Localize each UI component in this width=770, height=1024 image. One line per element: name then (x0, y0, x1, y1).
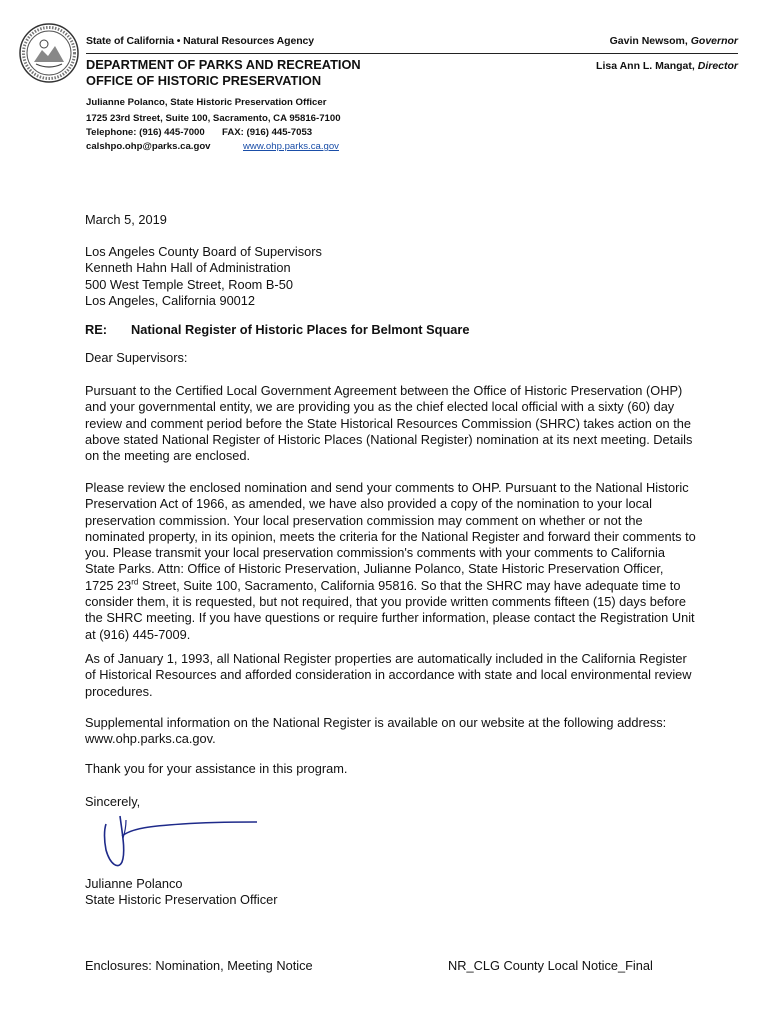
fax: FAX: (916) 445-7053 (222, 127, 313, 138)
paragraph-5: Thank you for your assistance in this program. (85, 761, 348, 776)
paragraph-4 (85, 715, 725, 748)
signer-name: Julianne Polanco (85, 876, 183, 891)
salutation: Dear Supervisors: (85, 350, 188, 365)
address-line: Los Angeles, California 90012 (85, 292, 256, 308)
paragraph-line: above stated National Register of Historic Places (National Register) nomination at its next meeting. Details (85, 431, 693, 447)
paragraph-1 (85, 383, 725, 464)
paragraph-2 (85, 480, 725, 643)
office-name: OFFICE OF HISTORIC PRESERVATION (86, 73, 322, 88)
enclosures: Enclosures: Nomination, Meeting Notice (85, 958, 313, 973)
subject-line: National Register of Historic Places for Belmont Square (131, 322, 470, 337)
paragraph-line (85, 578, 725, 594)
paragraph-line: Please review the enclosed nomination and send your comments to OHP. Pursuant to the National Historic (85, 480, 689, 495)
signature (92, 812, 267, 872)
signature-block (85, 876, 725, 909)
street-number: 1725 23 (85, 577, 132, 593)
director-name: Lisa Ann L. Mangat, (596, 60, 695, 72)
address-line: 500 West Temple Street, Room B-50 (85, 276, 293, 292)
state-seal-icon (18, 22, 80, 84)
paragraph-line: preservation commission. Your local preservation commission may comment on whether or not the (85, 512, 643, 528)
paragraph-3 (85, 651, 725, 700)
governor-name: Gavin Newsom, (609, 35, 688, 47)
address-line: Los Angeles County Board of Supervisors (85, 244, 322, 259)
closing: Sincerely, (85, 794, 141, 809)
paragraph-line: at (916) 445-7009. (85, 626, 191, 642)
address-line: Kenneth Hahn Hall of Administration (85, 260, 291, 276)
paragraph-line: you. Please transmit your local preservation commission's comments with your comments to California (85, 545, 665, 561)
department-name: DEPARTMENT OF PARKS AND RECREATION (86, 57, 361, 72)
header-rule (86, 53, 738, 54)
letter-date: March 5, 2019 (85, 212, 167, 227)
street-rest: Street, Suite 100, Sacramento, California 95816. So that the SHRC may have adequate time to (138, 577, 681, 593)
telephone: Telephone: (916) 445-7000 (86, 127, 205, 138)
governor (610, 35, 738, 47)
director (596, 60, 738, 72)
website-link[interactable]: www.ohp.parks.ca.gov (243, 141, 339, 152)
paragraph-line: Supplemental information on the National Register is available on our website at the following address: (85, 715, 667, 730)
paragraph-line: of Historical Resources and afforded consideration in accordance with state and local environmental review (85, 667, 692, 683)
ordinal-suffix: rd (131, 577, 139, 587)
paragraph-line: procedures. (85, 683, 153, 699)
director-title: Director (697, 60, 738, 72)
paragraph-line: consider them, it is requested, but not required, that you provide written comments fifteen (15) days before (85, 594, 687, 610)
agency-name: State of California • Natural Resources Agency (86, 35, 315, 47)
email-link[interactable]: calshpo.ohp@parks.ca.gov (86, 141, 211, 152)
paragraph-line: and your governmental entity, we are providing you as the chief elected local official with a sixty (60) day (85, 399, 675, 415)
paragraph-line: State Parks. Attn: Office of Historic Preservation, Julianne Polanco, State Historic Preservation Officer, (85, 561, 664, 577)
paragraph-line: the SHRC meeting. If you have questions or require further information, please contact the Registration Unit (85, 610, 695, 626)
paragraph-line: review and comment period before the State Historical Resources Commission (SHRC) takes action on the (85, 415, 691, 431)
recipient-address (85, 244, 725, 309)
signer-title: State Historic Preservation Officer (85, 892, 278, 908)
street-address: 1725 23rd Street, Suite 100, Sacramento, CA 95816-7100 (86, 113, 341, 124)
paragraph-line: Pursuant to the Certified Local Government Agreement between the Office of Historic Preservation (OHP) (85, 383, 683, 398)
governor-title: Governor (690, 35, 738, 47)
document-file-name: NR_CLG County Local Notice_Final (448, 958, 653, 973)
paragraph-line: www.ohp.parks.ca.gov. (85, 731, 216, 747)
paragraph-line: on the meeting are enclosed. (85, 448, 251, 464)
paragraph-line: As of January 1, 1993, all National Register properties are automatically included in the California Register (85, 651, 687, 666)
officer-line: Julianne Polanco, State Historic Preservation Officer (86, 97, 327, 108)
paragraph-line: nominated property, in its opinion, meets the criteria for the National Register and forward their comments to (85, 528, 696, 544)
paragraph-line: Preservation Act of 1966, as amended, we have also provided a copy of the nomination to your local (85, 496, 652, 512)
re-label: RE: (85, 322, 108, 337)
